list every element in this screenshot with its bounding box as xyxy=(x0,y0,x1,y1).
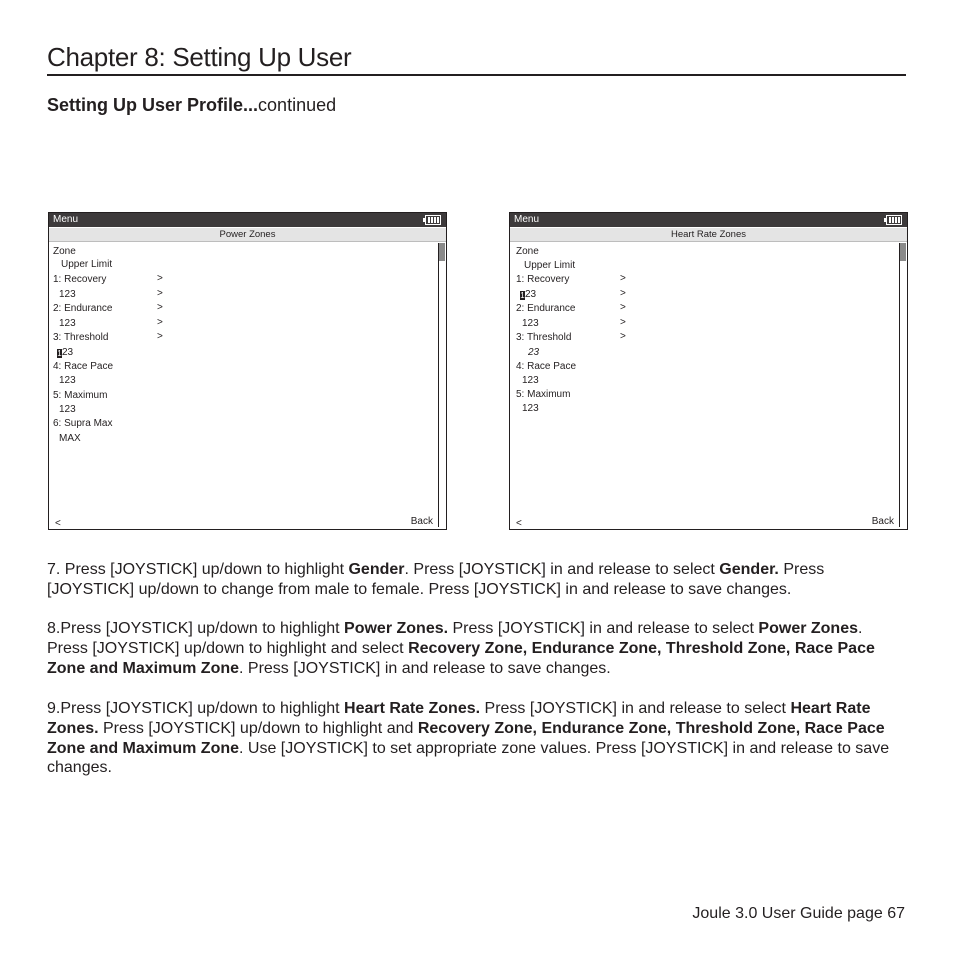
section-heading-continued: continued xyxy=(258,95,337,115)
zone-5-value[interactable]: 123 xyxy=(522,403,539,414)
step-8-bold: Power Zones xyxy=(758,620,858,637)
chevron-right-icon[interactable]: > xyxy=(157,331,163,342)
zone-2-label[interactable]: 2: Endurance xyxy=(53,303,113,314)
chevron-right-icon[interactable]: > xyxy=(620,331,626,342)
step-8-paragraph xyxy=(47,619,907,678)
edit-cursor: 1 xyxy=(57,349,62,358)
step-9-bold: Heart Rate Zones. xyxy=(47,700,871,737)
zone-6-label[interactable]: 6: Supra Max xyxy=(53,418,113,429)
zone-header: Zone xyxy=(53,246,76,257)
step-9-text: . Use [JOYSTICK] to set appropriate zone values. Press [JOYSTICK] in and release to save changes. xyxy=(47,739,890,777)
zone-6-value[interactable]: MAX xyxy=(59,433,81,444)
menu-bar[interactable] xyxy=(49,213,446,227)
zone-5-value[interactable]: 123 xyxy=(59,404,76,415)
zone-3-digits: 23 xyxy=(62,347,74,358)
step-7-bold: Gender xyxy=(348,561,405,578)
step-8-bold: Recovery Zone, Endurance Zone, Threshold Zone, Race Pace Zone and Maximum Zone xyxy=(47,639,875,677)
back-button[interactable]: Back xyxy=(871,516,894,527)
zone-3-label[interactable]: 3: Threshold xyxy=(53,332,109,343)
step-8-text: . Press [JOYSTICK] in and release to save changes. xyxy=(239,659,611,677)
scrollbar[interactable] xyxy=(899,243,906,527)
menu-bar[interactable] xyxy=(510,213,907,227)
step-8-bold: Power Zones. xyxy=(344,620,449,637)
battery-icon xyxy=(425,215,441,225)
section-heading xyxy=(47,95,336,116)
step-9-text: Press [JOYSTICK] in and release to select xyxy=(480,700,791,717)
menu-label[interactable]: Menu xyxy=(53,214,79,225)
step-8-text: 8.Press [JOYSTICK] up/down to highlight xyxy=(47,620,345,637)
zone-1-label[interactable]: 1: Recovery xyxy=(516,274,570,285)
zone-3-label[interactable]: 3: Threshold xyxy=(516,332,572,343)
chevron-right-icon[interactable]: > xyxy=(157,317,163,328)
step-8-text: . Press [JOYSTICK] up/down to highlight and select xyxy=(47,620,863,657)
step-7-text: 7. Press [JOYSTICK] up/down to highlight xyxy=(47,561,349,578)
upper-limit-header: Upper Limit xyxy=(61,259,113,270)
screen-subtitle: Heart Rate Zones xyxy=(510,228,907,242)
power-zones-screen xyxy=(48,212,447,530)
chevron-right-icon[interactable]: > xyxy=(157,273,163,284)
chapter-title: Chapter 8: Setting Up User xyxy=(47,42,352,72)
zone-1-digits: 23 xyxy=(525,289,537,300)
zone-3-value[interactable]: 23 xyxy=(528,347,540,358)
zone-5-label[interactable]: 5: Maximum xyxy=(53,390,108,401)
step-7-bold: Gender. xyxy=(719,561,779,578)
chevron-right-icon[interactable]: > xyxy=(620,273,626,284)
zone-header: Zone xyxy=(516,246,539,257)
upper-limit-header: Upper Limit xyxy=(524,260,576,271)
chevron-left-icon[interactable]: < xyxy=(55,518,61,529)
section-heading-bold: Setting Up User Profile... xyxy=(47,95,259,115)
step-8-text: Press [JOYSTICK] in and release to select xyxy=(448,620,759,637)
zone-4-label[interactable]: 4: Race Pace xyxy=(53,361,114,372)
scrollbar-thumb[interactable] xyxy=(439,243,445,261)
edit-cursor: 1 xyxy=(520,291,525,300)
step-9-text: 9.Press [JOYSTICK] up/down to highlight xyxy=(47,700,345,717)
chevron-right-icon[interactable]: > xyxy=(157,288,163,299)
chevron-right-icon[interactable]: > xyxy=(620,302,626,313)
zone-5-label[interactable]: 5: Maximum xyxy=(516,389,571,400)
step-9-bold: Recovery Zone, Endurance Zone, Threshold Zone, Race Pace Zone and Maximum Zone xyxy=(47,719,885,757)
zone-4-value[interactable]: 123 xyxy=(59,375,76,386)
battery-icon xyxy=(886,215,902,225)
zone-2-label[interactable]: 2: Endurance xyxy=(516,303,576,314)
zone-1-label[interactable]: 1: Recovery xyxy=(53,274,107,285)
step-9-text: Press [JOYSTICK] up/down to highlight and xyxy=(98,719,418,737)
zone-2-value[interactable]: 123 xyxy=(59,318,76,329)
scrollbar-thumb[interactable] xyxy=(900,243,906,261)
step-7-text: . Press [JOYSTICK] in and release to select xyxy=(404,561,720,578)
zone-1-value[interactable]: 123 xyxy=(59,289,76,300)
page-footer: Joule 3.0 User Guide page 67 xyxy=(692,905,905,922)
chevron-right-icon[interactable]: > xyxy=(620,288,626,299)
step-9-paragraph xyxy=(47,699,907,778)
screen-subtitle: Power Zones xyxy=(49,228,446,242)
title-rule xyxy=(47,74,906,76)
chevron-right-icon[interactable]: > xyxy=(620,317,626,328)
step-9-bold: Heart Rate Zones. xyxy=(344,700,481,717)
zone-2-value[interactable]: 123 xyxy=(522,318,539,329)
back-button[interactable]: Back xyxy=(410,516,433,527)
zone-1-value[interactable] xyxy=(520,289,536,300)
zone-4-value[interactable]: 123 xyxy=(522,375,539,386)
step-7-paragraph xyxy=(47,560,907,600)
heart-rate-zones-screen xyxy=(509,212,908,530)
menu-label[interactable]: Menu xyxy=(514,214,540,225)
scrollbar[interactable] xyxy=(438,243,445,527)
step-7-text: Press [JOYSTICK] up/down to change from male to female. Press [JOYSTICK] in and release to save changes. xyxy=(47,561,825,598)
chevron-left-icon[interactable]: < xyxy=(516,518,522,529)
zone-3-value[interactable] xyxy=(57,347,73,358)
zone-4-label[interactable]: 4: Race Pace xyxy=(516,361,577,372)
chevron-right-icon[interactable]: > xyxy=(157,302,163,313)
